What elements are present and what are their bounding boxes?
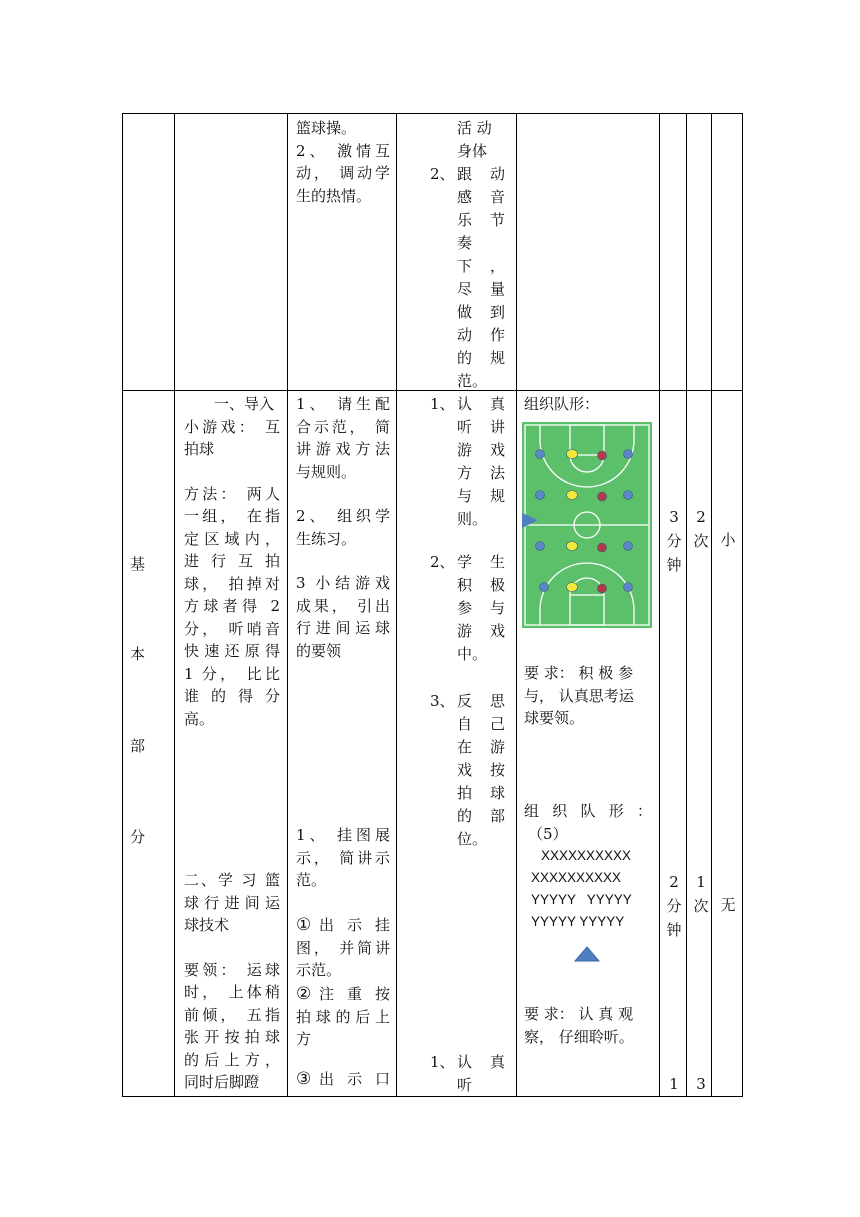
student-word: 的 [457,349,473,367]
student-word: 生 [489,553,505,571]
text-line: 定区域内， [184,529,280,548]
student-word: 球 [489,784,505,802]
text-line: 拍球 [184,440,215,458]
student-word: 法 [489,464,505,482]
student-word: 作 [489,326,505,344]
text-line [296,483,390,505]
text-line: 行进间运球 [296,619,390,637]
student-word: 极 [489,576,505,594]
text-line: 1、 请生配 [296,395,390,413]
text-line: 球， 拍掉对 [184,574,280,593]
text-line: 球技术 [184,916,230,934]
student-line [457,690,505,713]
text-line: 3 小结游戏 [296,574,390,592]
section-label-char: 本 [130,645,146,663]
student-word: 中。 [457,645,488,663]
student-word: 拍 [457,784,473,802]
court-player [540,583,549,592]
intensity-2: 无 [720,896,736,914]
student-word: 游 [457,622,473,640]
student-item-lines [457,690,505,851]
text-line: 生练习。 [296,529,357,548]
text-line: 讲游戏方法 [296,440,390,458]
teacher-step-3: ③ 出 示 口 [296,1069,390,1089]
stack-char: 次 [693,532,709,550]
text-line: 一、导入 [214,395,275,413]
formation-line: XXXXXXXXXX [541,848,632,863]
col-border-7 [711,113,712,1097]
student-line [457,713,505,736]
text-line: 方球者得 2 [184,597,280,615]
text-line: 1、 挂图展 [296,826,390,844]
row1-student-top: 活 动 身体 [457,119,492,160]
student-line [457,324,505,347]
student-word: 规 [489,349,505,367]
col-border-3 [396,113,397,1097]
court-player [624,583,633,592]
student-item-lines [457,393,505,531]
text-line: 一组， 在指 [184,507,280,525]
text-line: 时， 上体稍 [184,983,280,1001]
intensity-1: 小 [720,531,736,549]
student-line [457,759,505,782]
col-border-8 [742,113,743,1097]
text-line: 要 求： 认 真 观 [524,1005,634,1023]
court-player [598,492,607,501]
student-line [457,255,505,278]
court-player [536,450,545,459]
student-line [457,370,505,393]
section-label-char: 基 [130,555,146,573]
student-word: 动 [457,326,473,344]
text-line: 成果， 引出 [296,596,390,615]
student-line [457,1074,505,1097]
stack-char: 1 [696,873,706,891]
time-duration-3: 1 [669,1075,679,1093]
student-word: 真 [489,1053,505,1071]
time-duration-1 [664,505,684,577]
student-line [457,393,505,416]
court-player [536,491,545,500]
col-border-0 [122,113,123,1097]
student-word: 则。 [457,510,488,528]
row1-student-item: 活 动 身体 2、 跟 动 感 音 乐 节 奏 下 ， 尽 量 做 到 动 作 的 规 范。 [430,117,510,387]
student-item-number: 1、 [430,1053,455,1071]
stack-char: 2 [669,873,679,891]
student-item-number: 2、 [430,553,455,571]
court-player [598,584,607,593]
student-word: 与 [457,487,473,505]
student-line [457,508,505,531]
court-player [567,542,578,551]
circled-number-1: ① [296,915,312,935]
col-border-1 [174,113,175,1097]
stack-char: 钟 [666,556,682,574]
court-player [598,451,607,460]
student-item-number: 3、 [430,692,455,710]
text-line [296,550,390,572]
court-player [624,491,633,500]
student-line [457,186,505,209]
formation-line: XXXXXXXXXX [531,870,622,885]
student-word: 量 [489,280,505,298]
section-label-char: 部 [130,737,146,755]
section-label-char: 分 [130,828,146,846]
student-word: 反 [457,692,473,710]
student-line [457,301,505,324]
student-word: 音 [489,188,505,206]
student-line [457,782,505,805]
student-word: 参 [457,599,473,617]
student-word: 积 [457,576,473,594]
text-line: 示， 简讲示 [296,848,390,867]
teacher-activities-skill [296,824,390,892]
stack-char: 钟 [666,921,682,939]
student-line [457,347,505,370]
text-line: 与规则。 [296,462,357,481]
student-word: 规 [489,487,505,505]
teacher-activities-game [296,393,390,662]
student-line [457,439,505,462]
text-line: 进 行 互 拍 [184,552,280,570]
student-word: 游 [457,441,473,459]
text-line: 同时后脚蹬 [184,1073,260,1091]
student-word: 到 [489,303,505,321]
student-word: 认 [457,1053,473,1071]
student-word: 跟 [457,165,473,183]
text-line: 小游戏： 互 [184,417,280,436]
student-word: 部 [489,807,505,825]
student-word: 做 [457,303,473,321]
table-top-border [122,113,743,114]
student-item-number: 1、 [430,395,455,413]
text-line: 前倾， 五指 [184,1005,280,1024]
student-word: 的 [457,807,473,825]
student-word: 节 [489,211,505,229]
teacher-position-triangle [574,946,600,962]
text-line: 要领： 运球 [184,960,280,979]
student-word: 奏 [457,234,473,252]
text-line: 谁 的 得 分 [184,687,280,705]
stack-char: 分 [666,897,682,915]
text-line: 快速还原得 [184,642,280,660]
stack-char: 分 [666,532,682,550]
stack-char: 3 [669,508,679,526]
student-line [457,416,505,439]
col-border-5 [659,113,660,1097]
col-border-2 [287,113,288,1097]
student-line [457,163,505,186]
student-line [457,643,505,666]
student-word: 学 [457,553,473,571]
table-bottom-border [122,1096,743,1097]
text-line: 方法： 两人 [184,484,280,503]
text-line: 要 求： 积 极 参 [524,664,634,682]
student-word: 真 [489,395,505,413]
row1-student-item2-lines [457,163,505,393]
student-word: 己 [489,715,505,733]
student-word: 认 [457,395,473,413]
text-line: 球要领。 [524,709,585,727]
student-word: 在 [457,738,473,756]
circled-number-2: ② [296,984,312,1004]
student-word: 下 [457,257,473,275]
student-line [457,574,505,597]
student-word: 戏 [457,761,473,779]
text-line: 2、 组织学 [296,507,390,525]
student-word: 戏 [489,622,505,640]
game-description [184,393,280,730]
court-player [536,542,545,551]
student-word: 位。 [457,830,488,848]
court-player [567,583,578,592]
teacher-step-2: ② 注 重 按 拍球的后上 方 [296,984,390,1048]
text-line: 分， 听哨音 [184,619,280,638]
student-word: 自 [457,715,473,733]
student-word: 范。 [457,372,488,390]
org-title-2: 组 织 队 形 ： （5） [524,802,652,843]
text-line: 与， 认真思考运 [524,686,634,705]
basketball-court-diagram [522,422,652,628]
student-line [457,278,505,301]
student-word: 戏 [489,441,505,459]
student-word: 动 [489,165,505,183]
text-line: 二、学 习 篮 [184,871,280,889]
teacher-step-1: ① 出 示 挂 图， 并简讲 示范。 [296,915,390,979]
student-word: 听 [457,418,473,436]
text-line: 张开按拍球 [184,1028,280,1046]
text-line: 合示范， 简 [296,417,390,436]
court-player [624,450,633,459]
student-word: 听 [457,1076,473,1094]
col-border-4 [516,113,517,1097]
repetitions-1 [689,505,713,553]
student-word: 与 [489,599,505,617]
repetitions-2 [689,870,713,918]
stack-char: 次 [693,897,709,915]
col-border-6 [686,113,687,1097]
skill-description [184,869,280,1094]
row1-teacher-content: 篮球操。 2、 激情互 动， 调动学 生的热情。 [296,119,390,205]
court-player [567,450,578,459]
student-line [457,1051,505,1074]
student-item-lines [457,551,505,666]
student-line [457,209,505,232]
student-word: 按 [489,761,505,779]
repetitions-3: 3 [696,1075,706,1093]
student-word: 思 [489,692,505,710]
text-line: 的后上方， [184,1050,280,1069]
student-word: 游 [489,738,505,756]
row-divider [122,390,743,391]
text-line [184,937,280,959]
student-word: 方 [457,464,473,482]
student-line [457,597,505,620]
student-word: 讲 [489,418,505,436]
stack-char: 2 [696,508,706,526]
org-requirement-2 [524,1003,652,1048]
student-line [457,485,505,508]
student-line [457,620,505,643]
text-line: 球行进间运 [184,893,280,912]
student-item-lines [457,1051,505,1097]
time-duration-2 [664,870,684,942]
court-player [598,543,607,552]
student-line [457,805,505,828]
student-word: 感 [457,188,473,206]
text-line: 1 分， 比比 [184,664,280,683]
text-line [184,461,280,483]
court-player [567,491,578,500]
student-word: 尽 [457,280,473,298]
student-line [457,462,505,485]
student-line [457,828,505,851]
student-word: 乐 [457,211,473,229]
court-player [624,542,633,551]
student-line [457,551,505,574]
formation-line: YYYYY YYYYY [531,914,625,929]
circled-number-3: ③ [296,1069,312,1089]
text-line: 范。 [296,871,327,889]
student-line [457,232,505,255]
text-line: 高。 [184,709,215,728]
student-line [457,736,505,759]
text-line: 的要领 [296,641,342,660]
text-line: 察， 仔细聆听。 [524,1027,634,1046]
student-word: ， [489,257,505,275]
formation-line: YYYYY YYYYY [531,892,632,907]
org-requirement-1 [524,662,652,730]
org-title-1: 组织队形： [524,395,600,413]
